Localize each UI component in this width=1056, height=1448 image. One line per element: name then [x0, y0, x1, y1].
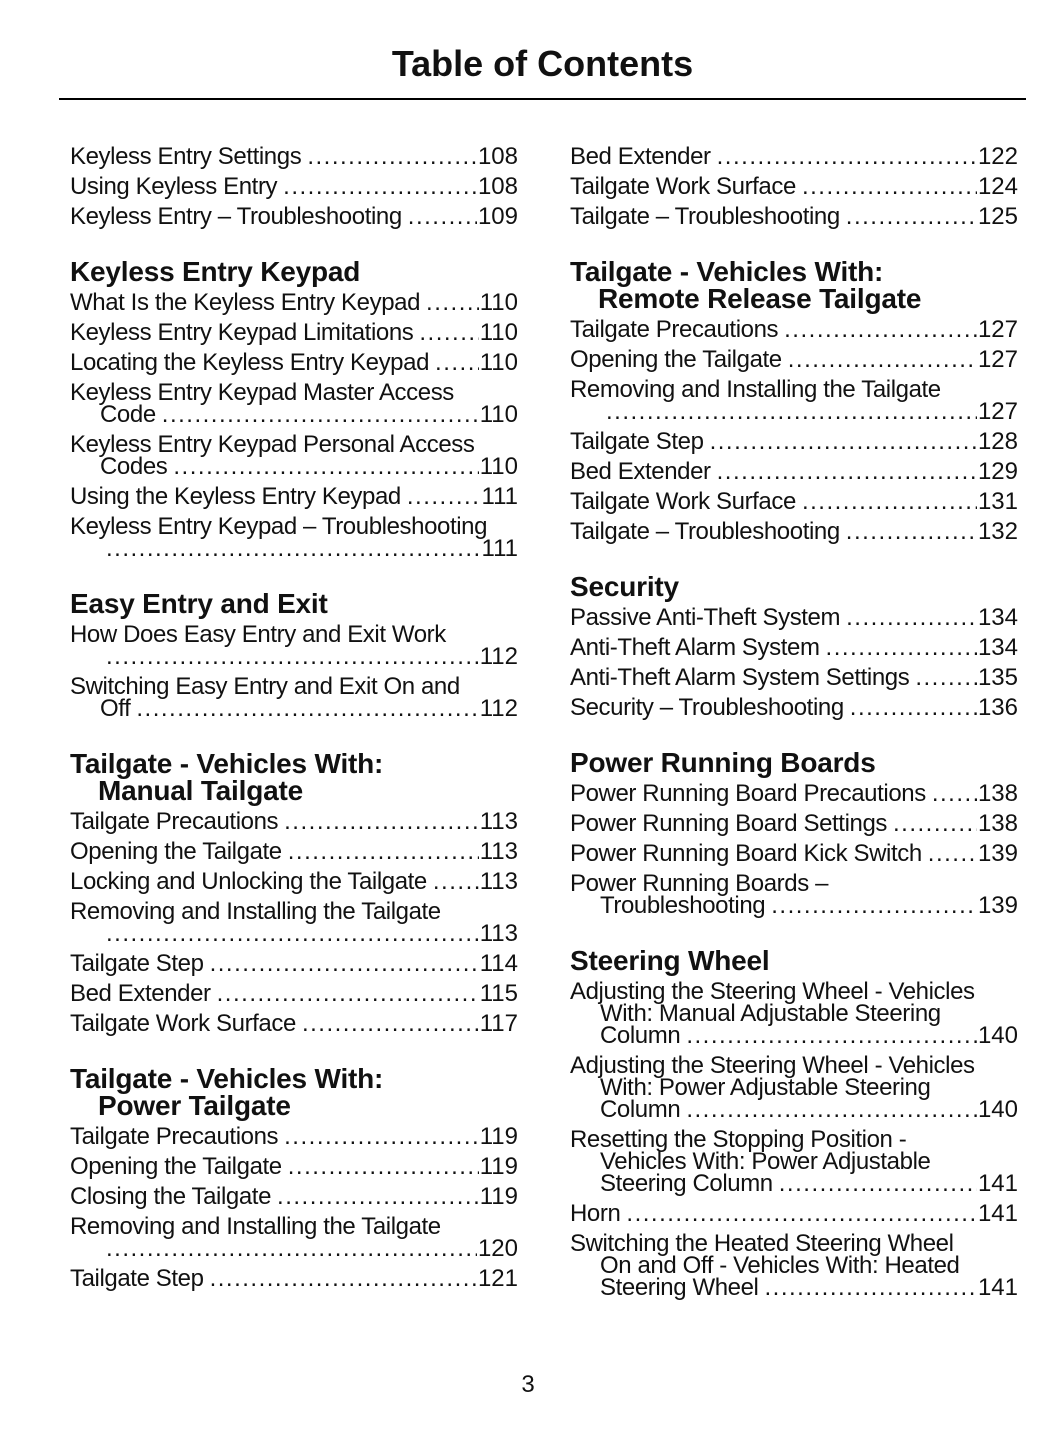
dot-leader	[710, 431, 977, 453]
toc-entry-last-line	[70, 868, 518, 895]
toc-entry-last-line	[70, 808, 518, 835]
toc-entry	[70, 1123, 518, 1150]
dot-leader	[771, 895, 977, 917]
toc-entry-last-line	[70, 401, 518, 428]
dot-leader	[846, 521, 977, 543]
toc-entry-last-line	[570, 892, 1018, 919]
toc-entry-text-line: Removing and Installing the Tailgate	[70, 1213, 441, 1240]
toc-entry-title: Security – Troubleshooting	[570, 694, 844, 721]
toc-entry-title: Column	[600, 1022, 681, 1049]
toc-entry-last-line	[570, 604, 1018, 631]
dot-leader	[426, 292, 479, 314]
toc-entry-last-line	[570, 664, 1018, 691]
toc-entry-page: 108	[477, 173, 518, 200]
toc-entry-last-line	[570, 840, 1018, 867]
toc-entry-last-line	[70, 483, 518, 510]
page-number: 3	[521, 1371, 535, 1398]
toc-entry-page: 111	[481, 483, 518, 510]
toc-entry	[70, 1213, 518, 1262]
toc-entry	[570, 810, 1018, 837]
toc-entry-title: Tailgate Precautions	[70, 808, 279, 835]
toc-entry	[570, 780, 1018, 807]
toc-entry-title: Tailgate Step	[70, 1265, 204, 1292]
toc-entry	[570, 694, 1018, 721]
toc-entry-text-line: Resetting the Stopping Position -	[570, 1126, 907, 1153]
dot-leader	[217, 983, 479, 1005]
toc-entry	[570, 458, 1018, 485]
toc-entry-last-line	[70, 143, 518, 170]
dot-leader	[717, 146, 977, 168]
toc-entry-last-line	[570, 1022, 1018, 1049]
toc-entry-last-line	[70, 319, 518, 346]
dot-leader	[779, 1173, 977, 1195]
toc-entry-page: 124	[977, 173, 1018, 200]
toc-column-left	[70, 143, 518, 1307]
dot-leader	[802, 176, 977, 198]
toc-entry-last-line	[570, 1200, 1018, 1227]
dot-leader	[106, 923, 479, 945]
toc-entry-title: Using the Keyless Entry Keypad	[70, 483, 401, 510]
dot-leader	[915, 667, 977, 689]
toc-entry-text-line: With: Power Adjustable Steering	[600, 1074, 931, 1101]
dot-leader	[162, 404, 479, 426]
toc-entry-title: Keyless Entry Settings	[70, 143, 302, 170]
dot-leader	[210, 1268, 477, 1290]
toc-entry-page: 115	[479, 980, 518, 1007]
toc-entry	[70, 319, 518, 346]
toc-entry-page: 128	[977, 428, 1018, 455]
toc-entry-title: Locking and Unlocking the Tailgate	[70, 868, 427, 895]
section-heading	[570, 749, 1018, 776]
toc-entry-text-line: Adjusting the Steering Wheel - Vehicles	[570, 978, 975, 1005]
toc-entry	[570, 604, 1018, 631]
toc-entry-title: Horn	[570, 1200, 621, 1227]
toc-entry	[70, 950, 518, 977]
toc-entry-text-line: Removing and Installing the Tailgate	[570, 376, 941, 403]
toc-entry-text-line: Power Running Boards –	[570, 870, 829, 897]
toc-entry	[70, 1265, 518, 1292]
section-heading-line: Tailgate - Vehicles With:	[70, 1063, 384, 1094]
toc-entry	[70, 379, 518, 428]
toc-entry-last-line	[70, 1183, 518, 1210]
toc-entry	[570, 376, 1018, 425]
toc-entry-title: Codes	[100, 453, 168, 480]
toc-entry-text-line: Switching Easy Entry and Exit On and	[70, 673, 460, 700]
dot-leader	[106, 538, 481, 560]
toc-entry-title: Steering Wheel	[600, 1274, 759, 1301]
toc-entry-page: 140	[977, 1022, 1018, 1049]
toc-entry-last-line	[70, 643, 518, 670]
toc-entry-last-line	[70, 203, 518, 230]
toc-entry-title: Bed Extender	[570, 458, 711, 485]
toc-entry	[570, 634, 1018, 661]
toc-entry-last-line	[70, 173, 518, 200]
dot-leader	[173, 456, 478, 478]
toc-entry	[70, 808, 518, 835]
toc-entry-last-line	[70, 1265, 518, 1292]
toc-entry-last-line	[570, 1096, 1018, 1123]
toc-entry-page: 121	[477, 1265, 518, 1292]
toc-entry-last-line	[70, 349, 518, 376]
toc-entry	[570, 1052, 1018, 1123]
toc-entry-last-line	[570, 488, 1018, 515]
toc-entry-page: 136	[977, 694, 1018, 721]
toc-entry-page: 110	[479, 401, 518, 428]
toc-entry-last-line	[70, 695, 518, 722]
toc-entry-title: Opening the Tailgate	[570, 346, 782, 373]
toc-entry-title: Tailgate – Troubleshooting	[570, 518, 840, 545]
section-heading-line: Power Running Boards	[570, 747, 876, 778]
dot-leader	[210, 953, 479, 975]
toc-entry	[570, 173, 1018, 200]
toc-entry-last-line	[70, 838, 518, 865]
toc-entry	[70, 673, 518, 722]
toc-entry-text-line: On and Off - Vehicles With: Heated	[600, 1252, 960, 1279]
toc-entry-page: 112	[479, 643, 518, 670]
toc-entry-page: 113	[479, 868, 518, 895]
toc-entry-title: Tailgate Work Surface	[70, 1010, 296, 1037]
toc-entry-page: 114	[479, 950, 518, 977]
toc-entry	[570, 316, 1018, 343]
toc-entry-text-line: Switching the Heated Steering Wheel	[570, 1230, 954, 1257]
toc-entry-text-line: Removing and Installing the Tailgate	[70, 898, 441, 925]
section-heading-line: Manual Tailgate	[98, 775, 303, 806]
section-heading-line: Easy Entry and Exit	[70, 588, 328, 619]
section-heading-line: Power Tailgate	[98, 1090, 291, 1121]
toc-entry	[570, 870, 1018, 919]
toc-entry-page: 135	[977, 664, 1018, 691]
toc-entry-last-line	[570, 810, 1018, 837]
dot-leader	[826, 637, 977, 659]
toc-entry-last-line	[570, 780, 1018, 807]
toc-entry-page: 119	[479, 1123, 518, 1150]
dot-leader	[626, 1203, 977, 1225]
toc-entry-page: 120	[477, 1235, 518, 1262]
toc-entry-last-line	[570, 173, 1018, 200]
toc-entry-last-line	[570, 1274, 1018, 1301]
section-heading	[70, 258, 518, 285]
toc-entry-page: 117	[479, 1010, 518, 1037]
toc-entry-last-line	[70, 920, 518, 947]
toc-entry-page: 139	[977, 840, 1018, 867]
toc-entry-page: 127	[977, 398, 1018, 425]
toc-entry	[570, 428, 1018, 455]
toc-entry	[570, 1230, 1018, 1301]
toc-entry-text-line: Adjusting the Steering Wheel - Vehicles	[570, 1052, 975, 1079]
toc-entry-text-line: With: Manual Adjustable Steering	[600, 1000, 941, 1027]
toc-entry-page: 139	[977, 892, 1018, 919]
toc-entry-page: 132	[977, 518, 1018, 545]
toc-entry-last-line	[570, 634, 1018, 661]
dot-leader	[606, 401, 977, 423]
page-title: Table of Contents	[391, 43, 694, 84]
toc-entry-last-line	[70, 950, 518, 977]
toc-entry-last-line	[570, 316, 1018, 343]
toc-entry	[70, 431, 518, 480]
dot-leader	[788, 349, 977, 371]
toc-entry-page: 131	[977, 488, 1018, 515]
toc-entry-title: Bed Extender	[70, 980, 211, 1007]
toc-entry-last-line	[70, 453, 518, 480]
toc-entry-title: Anti-Theft Alarm System	[570, 634, 820, 661]
toc-entry-title: Anti-Theft Alarm System Settings	[570, 664, 910, 691]
dot-leader	[284, 811, 479, 833]
toc-entry-page: 113	[479, 808, 518, 835]
toc-entry-last-line	[70, 1153, 518, 1180]
section-heading	[70, 590, 518, 617]
dot-leader	[302, 1013, 479, 1035]
toc-entry-title: Tailgate Precautions	[570, 316, 779, 343]
toc-entry-title: Closing the Tailgate	[70, 1183, 272, 1210]
toc-entry-page: 140	[977, 1096, 1018, 1123]
toc-entry	[70, 621, 518, 670]
toc-entry-page: 110	[479, 349, 518, 376]
dot-leader	[283, 176, 477, 198]
toc-entry-title: Tailgate Precautions	[70, 1123, 279, 1150]
toc-entry	[70, 289, 518, 316]
dot-leader	[407, 486, 481, 508]
toc-entry	[70, 483, 518, 510]
title-divider	[59, 98, 1026, 100]
toc-entry-title: Tailgate Work Surface	[570, 173, 796, 200]
section-heading	[570, 258, 1018, 312]
toc-entry-text-line: Keyless Entry Keypad – Troubleshooting	[70, 513, 488, 540]
toc-entry-last-line	[70, 535, 518, 562]
toc-entry-last-line	[570, 203, 1018, 230]
toc-entry-title: What Is the Keyless Entry Keypad	[70, 289, 421, 316]
toc-entry-text-line: Keyless Entry Keypad Master Access	[70, 379, 454, 406]
toc-entry-page: 119	[479, 1183, 518, 1210]
toc-entry	[70, 980, 518, 1007]
dot-leader	[408, 206, 477, 228]
toc-entry-page: 113	[479, 838, 518, 865]
toc-entry	[70, 513, 518, 562]
toc-entry	[70, 1153, 518, 1180]
toc-entry-title: Power Running Board Settings	[570, 810, 887, 837]
toc-entry-last-line	[570, 694, 1018, 721]
toc-entry-title: Opening the Tailgate	[70, 838, 282, 865]
toc-entry-title: Tailgate – Troubleshooting	[570, 203, 840, 230]
toc-entry-page: 110	[479, 319, 518, 346]
toc-entry-page: 110	[479, 289, 518, 316]
toc-entry-page: 108	[477, 143, 518, 170]
toc-entry-title: Bed Extender	[570, 143, 711, 170]
toc-entry-last-line	[70, 289, 518, 316]
toc-entry-text-line: Keyless Entry Keypad Personal Access	[70, 431, 475, 458]
toc-entry-title: Power Running Board Precautions	[570, 780, 926, 807]
toc-entry-text-line: Vehicles With: Power Adjustable	[600, 1148, 931, 1175]
toc-entry-last-line	[570, 428, 1018, 455]
section-heading	[570, 573, 1018, 600]
dot-leader	[846, 206, 977, 228]
toc-entry	[70, 898, 518, 947]
section-heading-line: Tailgate - Vehicles With:	[70, 748, 384, 779]
toc-entry	[70, 349, 518, 376]
dot-leader	[850, 697, 977, 719]
toc-entry-page: 138	[977, 780, 1018, 807]
toc-entry-page: 125	[977, 203, 1018, 230]
toc-entry-last-line	[570, 398, 1018, 425]
toc-entry	[570, 840, 1018, 867]
toc-entry	[570, 346, 1018, 373]
toc-entry-page: 141	[977, 1170, 1018, 1197]
toc-entry-title: Power Running Board Kick Switch	[570, 840, 922, 867]
toc-entry-title: Off	[100, 695, 131, 722]
dot-leader	[106, 1238, 477, 1260]
toc-entry	[570, 1126, 1018, 1197]
dot-leader	[846, 607, 977, 629]
toc-entry-text-line: How Does Easy Entry and Exit Work	[70, 621, 446, 648]
toc-entry	[70, 1010, 518, 1037]
dot-leader	[802, 491, 977, 513]
dot-leader	[307, 146, 477, 168]
dot-leader	[277, 1186, 479, 1208]
section-heading-line: Tailgate - Vehicles With:	[570, 256, 884, 287]
toc-entry-title: Using Keyless Entry	[70, 173, 278, 200]
section-heading-line: Steering Wheel	[570, 945, 770, 976]
toc-entry-page: 119	[479, 1153, 518, 1180]
toc-entry-title: Locating the Keyless Entry Keypad	[70, 349, 430, 376]
toc-entry	[570, 488, 1018, 515]
dot-leader	[288, 841, 479, 863]
dot-leader	[686, 1099, 977, 1121]
toc-entry-page: 134	[977, 634, 1018, 661]
toc-entry-page: 113	[479, 920, 518, 947]
section-heading-line: Remote Release Tailgate	[598, 283, 922, 314]
section-heading	[570, 947, 1018, 974]
toc-entry	[570, 518, 1018, 545]
toc-entry-page: 109	[477, 203, 518, 230]
dot-leader	[433, 871, 479, 893]
toc-entry-last-line	[570, 346, 1018, 373]
toc-entry-title: Tailgate Step	[70, 950, 204, 977]
dot-leader	[419, 322, 478, 344]
toc-entry-last-line	[70, 1010, 518, 1037]
dot-leader	[136, 698, 478, 720]
section-heading	[70, 1065, 518, 1119]
toc-entry-title: Column	[600, 1096, 681, 1123]
dot-leader	[686, 1025, 977, 1047]
toc-entry-last-line	[570, 458, 1018, 485]
dot-leader	[765, 1277, 977, 1299]
toc-entry-last-line	[570, 143, 1018, 170]
toc-entry-title: Troubleshooting	[600, 892, 766, 919]
toc-entry-page: 141	[977, 1274, 1018, 1301]
toc-entry-page: 138	[977, 810, 1018, 837]
section-heading-line: Keyless Entry Keypad	[70, 256, 361, 287]
toc-entry-title: Passive Anti-Theft System	[570, 604, 841, 631]
toc-entry	[70, 203, 518, 230]
toc-entry-page: 127	[977, 316, 1018, 343]
toc-entry-title: Tailgate Work Surface	[570, 488, 796, 515]
toc-entry	[570, 664, 1018, 691]
section-heading-line: Security	[570, 571, 679, 602]
dot-leader	[932, 783, 977, 805]
dot-leader	[784, 319, 977, 341]
toc-entry	[70, 838, 518, 865]
dot-leader	[717, 461, 977, 483]
toc-entry	[70, 173, 518, 200]
toc-entry-title: Steering Column	[600, 1170, 773, 1197]
dot-leader	[284, 1126, 479, 1148]
toc-entry-page: 122	[977, 143, 1018, 170]
toc-entry	[570, 1200, 1018, 1227]
toc-entry	[70, 1183, 518, 1210]
toc-entry-last-line	[570, 1170, 1018, 1197]
toc-entry-page: 127	[977, 346, 1018, 373]
toc-entry	[70, 143, 518, 170]
toc-entry-page: 134	[977, 604, 1018, 631]
toc-entry-last-line	[70, 1235, 518, 1262]
toc-entry-last-line	[570, 518, 1018, 545]
dot-leader	[893, 813, 977, 835]
toc-columns	[70, 143, 1056, 1307]
toc-entry-title: Keyless Entry – Troubleshooting	[70, 203, 402, 230]
toc-entry-title: Opening the Tailgate	[70, 1153, 282, 1180]
toc-entry-title: Code	[100, 401, 156, 428]
toc-entry-page: 112	[479, 695, 518, 722]
toc-entry-title: Keyless Entry Keypad Limitations	[70, 319, 414, 346]
toc-column-right	[570, 143, 1018, 1307]
dot-leader	[928, 843, 977, 865]
section-heading	[70, 750, 518, 804]
dot-leader	[288, 1156, 479, 1178]
toc-entry-page: 110	[479, 453, 518, 480]
toc-entry-last-line	[70, 980, 518, 1007]
dot-leader	[435, 352, 479, 374]
toc-entry	[70, 868, 518, 895]
toc-entry	[570, 978, 1018, 1049]
toc-entry-title: Tailgate Step	[570, 428, 704, 455]
toc-entry	[570, 143, 1018, 170]
toc-entry-page: 141	[977, 1200, 1018, 1227]
toc-entry	[570, 203, 1018, 230]
dot-leader	[106, 646, 479, 668]
toc-entry-page: 111	[481, 535, 518, 562]
toc-entry-last-line	[70, 1123, 518, 1150]
toc-entry-page: 129	[977, 458, 1018, 485]
